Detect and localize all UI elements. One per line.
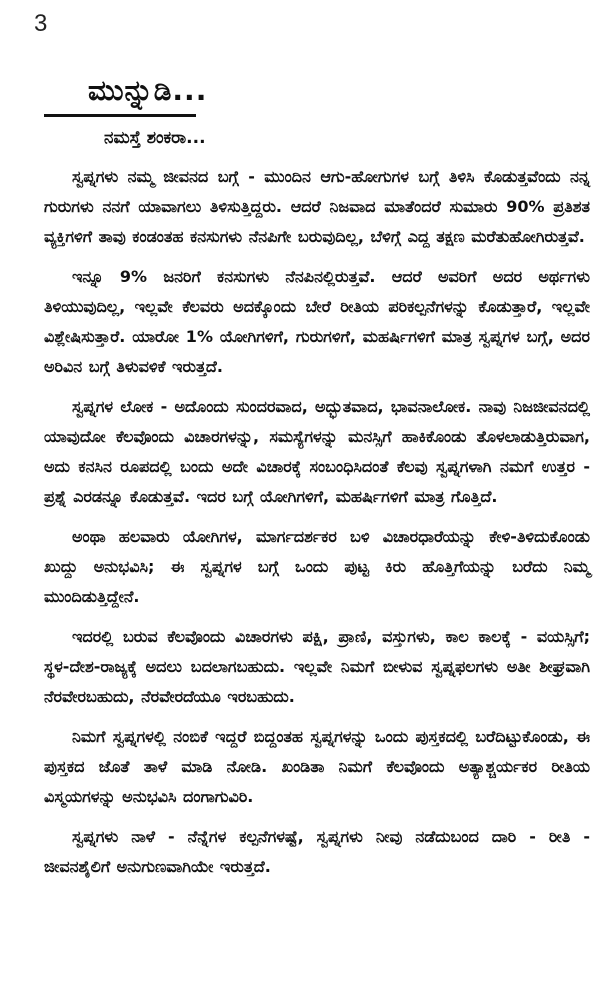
paragraph: ಅಂಥಾ ಹಲವಾರು ಯೋಗಿಗಳ, ಮಾರ್ಗದರ್ಶಕರ ಬಳಿ ವಿಚಾರಧಾರೆಯನ್ನು ಕೇಳಿ-ತಿಳಿದುಕೊಂಡು ಖುದ್ದು ಅನುಭವಿಸಿ; ಈ ಸ್ವಪ್ನಗಳ ಬಗ್ಗೆ ಒಂದು ಪುಟ್ಟ ಕಿರು ಹೊತ್ತಿಗೆಯನ್ನು ಬರೆದು ನಿಮ್ಮ ಮುಂದಿಡುತ್ತಿದ್ದೇನೆ. (44, 527, 590, 606)
paragraph: ಇದರಲ್ಲಿ ಬರುವ ಕೆಲವೊಂದು ವಿಚಾರಗಳು ಪಕ್ಷಿ, ಪ್ರಾಣಿ, ವಸ್ತುಗಳು, ಕಾಲ ಕಾಲಕ್ಕೆ - ವಯಸ್ಸಿಗೆ; ಸ್ಥಳ-ದೇಶ-ರಾಜ್ಯಕ್ಕೆ ಅದಲು ಬದಲಾಗಬಹುದು. ಇಲ್ಲವೇ ನಿಮಗೆ ಬೀಳುವ ಸ್ವಪ್ನಫಲಗಳು ಅತೀ ಶೀಘ್ರವಾಗಿ ನೆರವೇರಬಹುದು, ನೆರವೇರದೆಯೂ ಇರಬಹುದು. (44, 627, 590, 706)
paragraph: ಇನ್ನೂ 9% ಜನರಿಗೆ ಕನಸುಗಳು ನೆನಪಿನಲ್ಲಿರುತ್ತವೆ. ಆದರೆ ಅವರಿಗೆ ಅದರ ಅರ್ಥಗಳು ತಿಳಿಯುವುದಿಲ್ಲ, ಇಲ್ಲವೇ ಕೆಲವರು ಅದಕ್ಕೊಂದು ಬೇರೆ ರೀತಿಯ ಪರಿಕಲ್ಪನೆಗಳನ್ನು ಕೊಡುತ್ತಾರೆ, ಇಲ್ಲವೇ ವಿಶ್ಲೇಷಿಸುತ್ತಾರೆ. ಯಾರೋ 1% ಯೋಗಿಗಳಿಗೆ, ಗುರುಗಳಿಗೆ, ಮಹರ್ಷಿಗಳಿಗೆ ಮಾತ್ರ ಸ್ವಪ್ನಗಳ ಬಗ್ಗೆ, ಅದರ ಅರಿವಿನ ಬಗ್ಗೆ ತಿಳುವಳಿಕೆ ಇರುತ್ತದೆ. (44, 267, 590, 376)
page-heading: ಮುನ್ನುಡಿ... (88, 74, 208, 107)
page-number: 3 (34, 10, 48, 37)
greeting-line: ನಮಸ್ತೆ ಶಂಕರಾ... (104, 128, 206, 148)
paragraph: ಸ್ವಪ್ನಗಳು ನಾಳೆ - ನೆನ್ನೆಗಳ ಕಲ್ಪನೆಗಳಷ್ಟೆ, ಸ್ವಪ್ನಗಳು ನೀವು ನಡೆದುಬಂದ ದಾರಿ - ರೀತಿ - ಜೀವನಶೈಲಿಗೆ ಅನುಗುಣವಾಗಿಯೇ ಇರುತ್ತದೆ. (44, 827, 590, 876)
paragraph: ನಿಮಗೆ ಸ್ವಪ್ನಗಳಲ್ಲಿ ನಂಬಿಕೆ ಇದ್ದರೆ ಬಿದ್ದಂತಹ ಸ್ವಪ್ನಗಳನ್ನು ಒಂದು ಪುಸ್ತಕದಲ್ಲಿ ಬರೆದಿಟ್ಟುಕೊಂಡು, ಈ ಪುಸ್ತಕದ ಜೊತೆ ತಾಳೆ ಮಾಡಿ ನೋಡಿ. ಖಂಡಿತಾ ನಿಮಗೆ ಕೆಲವೊಂದು ಅತ್ಯಾಶ್ಚರ್ಯಕರ ರೀತಿಯ ವಿಸ್ಮಯಗಳನ್ನು ಅನುಭವಿಸಿ ದಂಗಾಗುವಿರಿ. (44, 727, 590, 806)
paragraph: ಸ್ವಪ್ನಗಳ ಲೋಕ - ಅದೊಂದು ಸುಂದರವಾದ, ಅದ್ಭುತವಾದ, ಭಾವನಾಲೋಕ. ನಾವು ನಿಜಜೀವನದಲ್ಲಿ ಯಾವುದೋ ಕೆಲವೊಂದು ವಿಚಾರಗಳನ್ನು, ಸಮಸ್ಯೆಗಳನ್ನು ಮನಸ್ಸಿಗೆ ಹಾಕಿಕೊಂಡು ತೊಳಲಾಡುತ್ತಿರುವಾಗ, ಅದು ಕನಸಿನ ರೂಪದಲ್ಲಿ ಬಂದು ಅದೇ ವಿಚಾರಕ್ಕೆ ಸಂಬಂಧಿಸಿದಂತೆ ಕೆಲವು ಸ್ವಪ್ನಗಳಾಗಿ ನಮಗೆ ಉತ್ತರ - ಪ್ರಶ್ನೆ ಎರಡನ್ನೂ ಕೊಡುತ್ತವೆ. ಇದರ ಬಗ್ಗೆ ಯೋಗಿಗಳಿಗೆ, ಮಹರ್ಷಿಗಳಿಗೆ ಮಾತ್ರ ಗೊತ್ತಿದೆ. (44, 397, 590, 506)
paragraph: ಸ್ವಪ್ನಗಳು ನಮ್ಮ ಜೀವನದ ಬಗ್ಗೆ - ಮುಂದಿನ ಆಗು-ಹೋಗುಗಳ ಬಗ್ಗೆ ತಿಳಿಸಿ ಕೊಡುತ್ತವೆಂದು ನನ್ನ ಗುರುಗಳು ನನಗೆ ಯಾವಾಗಲು ತಿಳಿಸುತ್ತಿದ್ದರು. ಆದರೆ ನಿಜವಾದ ಮಾತೆಂದರೆ ಸುಮಾರು 90% ಪ್ರತಿಶತ ವ್ಯಕ್ತಿಗಳಿಗೆ ತಾವು ಕಂಡಂತಹ ಕನಸುಗಳು ನೆನಪಿಗೇ ಬರುವುದಿಲ್ಲ, ಬೆಳಿಗ್ಗೆ ಎದ್ದ ತಕ್ಷಣ ಮರೆತುಹೋಗಿರುತ್ತವೆ. (44, 167, 590, 246)
body-text (44, 162, 590, 892)
heading-underline (44, 114, 196, 117)
